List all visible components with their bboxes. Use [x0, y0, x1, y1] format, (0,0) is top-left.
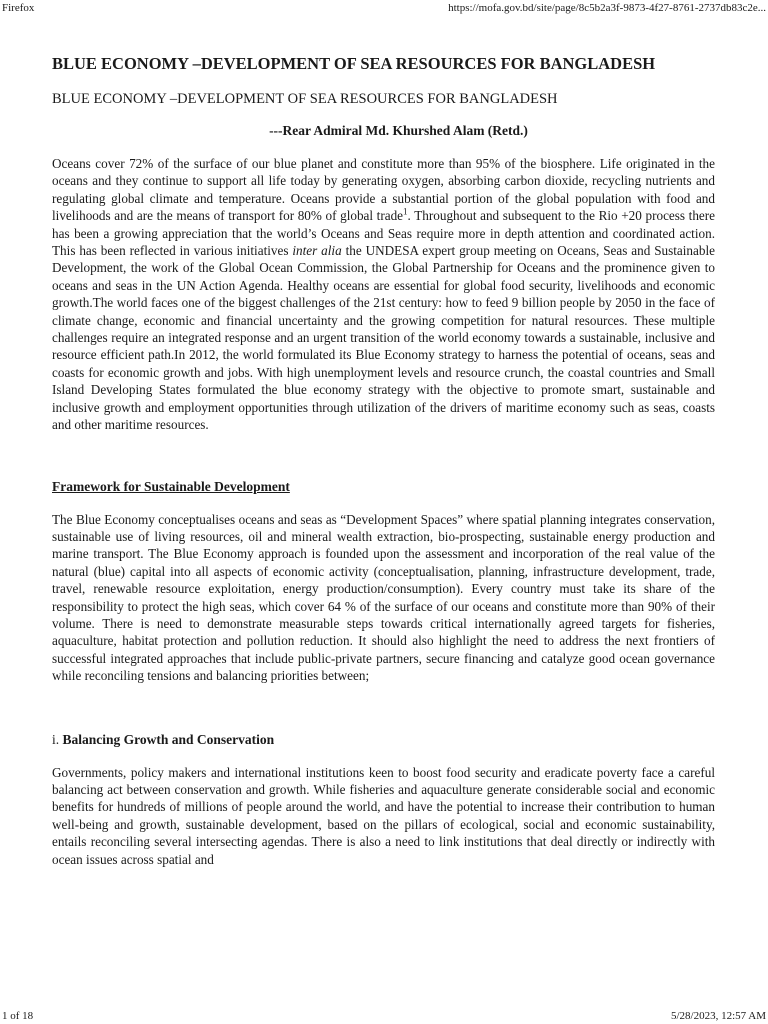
document-subtitle: BLUE ECONOMY –DEVELOPMENT OF SEA RESOURCES FOR BANGLADESH [52, 91, 558, 107]
print-timestamp: 5/28/2023, 12:57 AM [670, 1010, 766, 1022]
page-url[interactable]: https://mofa.gov.bd/site/page/8c5b2a3f-9873-4f27-8761-2737db83c2e... [448, 2, 766, 14]
author-line: ---Rear Admiral Md. Khurshed Alam (Retd.) [269, 123, 528, 138]
intro-italic: inter alia [292, 243, 342, 259]
page-indicator: 1 of 18 [2, 1010, 34, 1022]
framework-paragraph: The Blue Economy conceptualises oceans and seas as “Development Spaces” where spatial planning integrates conservation, sustainable use of living resources, oil and mineral wealth extraction, bio-prospecting, sustainable energy production and marine transport. The Blue Economy approach is founded upon the assessment and incorporation of the real value of the natural (blue) capital into all aspects of economic activity (conceptualisation, planning, infrastructure development, trade, travel, renewable resource exploitation, energy production/consumption). Every country must take its share of the responsibility to protect the high seas, which cover 64 % of the surface of our oceans and constitute more than 90% of their volume. There is need to demonstrate measurable steps towards critical internationally agreed targets for fisheries, aquaculture, habitat protection and pollution reduction. It should also highlight the need to address the next frontiers of successful integrated approaches that include public-private partners, secure financing and catalyze good ocean governance while reconciling tensions and balancing priorities between; [52, 511, 715, 684]
document-title: BLUE ECONOMY –DEVELOPMENT OF SEA RESOURCES FOR BANGLADESH [52, 54, 656, 73]
print-footer [0, 1008, 768, 1024]
framework-heading: Framework for Sustainable Development [52, 478, 290, 494]
balancing-heading [52, 731, 715, 749]
balancing-heading-text: Balancing Growth and Conservation [62, 731, 275, 747]
intro-text-3: the UNDESA expert group meeting on Oceans, Seas and Sustainable Development, the work of the Global Ocean Commission, the Global Partnership for Oceans and the prominence given to oceans and seas in the UN Action Agenda. Healthy oceans are essential for global food security, livelihoods and economic growth.The world faces one of the biggest challenges of the 21st century: how to feed 9 billion people by 2050 in the face of climate change, economic and financial uncertainty and the growing competition for natural resources. These multiple challenges require an integrated response and an urgent transition of the world economy towards a sustainable, inclusive and resource efficient path.In 2012, the world formulated its Blue Economy strategy to harness the potential of oceans, seas and coasts for economic growth and jobs. With high unemployment levels and resource crunch, the coastal countries and Small Island Developing States formulated the blue economy strategy with the objective to promote smart, sustainable and inclusive growth and employment opportunities through utilization of the drivers of maritime economy such as seas, coasts and other maritime resources. [52, 243, 715, 433]
intro-paragraph [52, 155, 715, 434]
section-numeral: i. [52, 731, 60, 747]
browser-name: Firefox [2, 2, 35, 14]
balancing-paragraph: Governments, policy makers and international institutions keen to boost food security and eradicate poverty face a careful balancing act between conservation and growth. While fisheries and aquaculture generate considerable social and economic benefits for hundreds of millions of people around the world, and have the potential to increase their contribution to human well-being and growth, sustainable development, based on the pillars of ecological, social and economic sustainability, entails reconciling several intersecting agendas. There is also a need to link institutions that deal directly or indirectly with ocean issues across spatial and [52, 764, 715, 867]
document-body [52, 52, 715, 868]
intro-text-1: Oceans cover 72% of the surface of our blue planet and constitute more than 95% of the biosphere. Life originated in the oceans and they continue to support all life today by generating oxygen, absorbing carbon dioxide, recycling nutrients and regulating global climate and temperature. Oceans provide a substantial portion of the global population with food and livelihoods and are the means of transport for 80% of global trade [52, 156, 715, 224]
print-header [0, 0, 768, 16]
footnote-marker[interactable]: 1 [403, 206, 408, 217]
intro-text-2: . Throughout and subsequent to the Rio +20 process there has been a growing appreciation that the world’s Oceans and Seas require more in depth attention and coordinated action. This has been reflected in various initiatives [52, 208, 716, 259]
